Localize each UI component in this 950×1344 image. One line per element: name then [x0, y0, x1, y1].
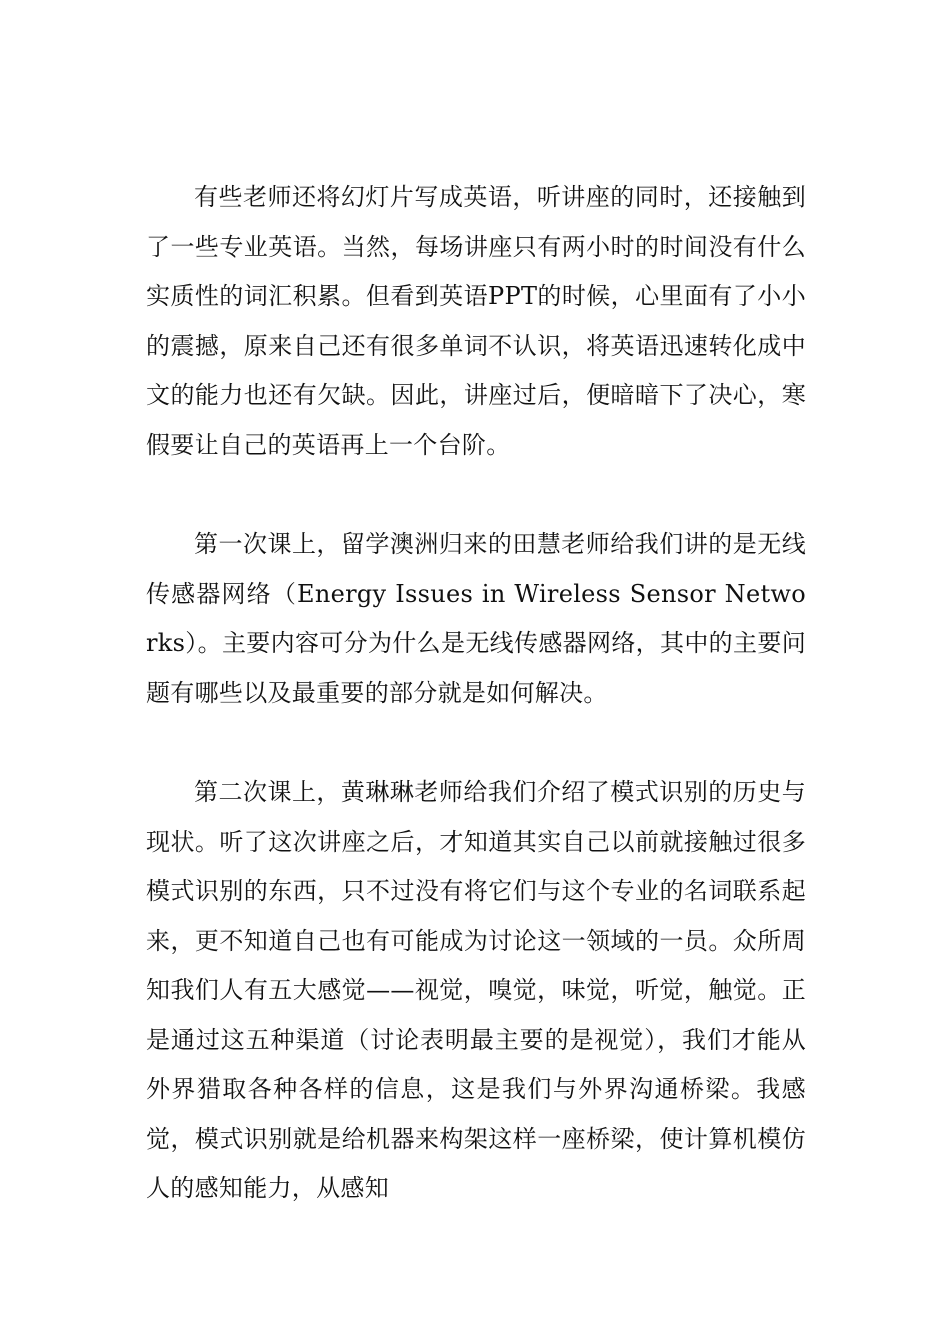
paragraph-second-lecture: 第二次课上，黄琳琳老师给我们介绍了模式识别的历史与现状。听了这次讲座之后，才知道其实自己以前就接触过很多模式识别的东西，只不过没有将它们与这个专业的名词联系起来，更不知道自己也有可能成为讨论这一领域的一员。众所周知我们人有五大感觉——视觉，嗅觉，味觉，听觉，触觉。正是通过这五种渠道（讨论表明最主要的是视觉），我们才能从外界猎取各种各样的信息，这是我们与外界沟通桥梁。我感觉，模式识别就是给机器来构架这样一座桥梁，使计算机模仿人的感知能力，从感知	[146, 778, 806, 1202]
paragraph-first-lecture: 第一次课上，留学澳洲归来的田慧老师给我们讲的是无线传感器网络（Energy Issues in Wireless Sensor Networks）。主要内容可分为什么是无线传感器网络，其中的主要问题有哪些以及最重要的部分就是如何解决。	[146, 530, 806, 707]
document-body	[146, 173, 806, 1214]
paragraph-english-slides: 有些老师还将幻灯片写成英语，听讲座的同时，还接触到了一些专业英语。当然，每场讲座只有两小时的时间没有什么实质性的词汇积累。但看到英语PPT的时候，心里面有了小小的震撼，原来自己还有很多单词不认识，将英语迅速转化成中文的能力也还有欠缺。因此，讲座过后，便暗暗下了决心，寒假要让自己的英语再上一个台阶。	[146, 183, 806, 459]
